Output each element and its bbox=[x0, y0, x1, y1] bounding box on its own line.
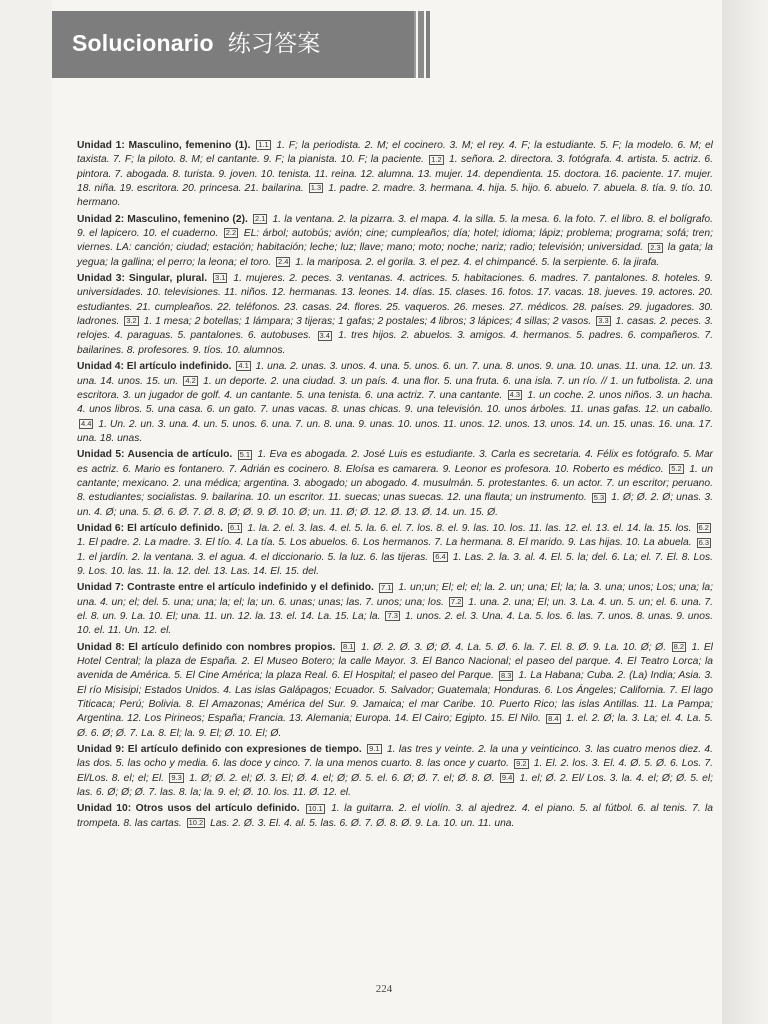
exercise-answers: 1. El Hotel Central; la plaza de España. 2. El Museo Botero; la calle Mayor. 3. El Banco Nacional; el paseo del parque. 4. El Teatro Lorca; la avenida de América. 5. El Cine América; la plaza Real. 6. El Hospital; el paseo del Parque. bbox=[77, 641, 713, 682]
exercise-answers: 1. el. 2. Ø; la. 3. La; el. 4. La. 5. Ø. 6. Ø; Ø. 7. La. 8. El; la. 9. El; Ø. 10. El; Ø. bbox=[77, 713, 713, 739]
exercise-number: 3.1 bbox=[215, 273, 226, 283]
exercise-number: 5.1 bbox=[239, 449, 251, 459]
exercise-number: 3.4 bbox=[319, 330, 330, 340]
exercise-answers: 1. La Habana; Cuba. 2. (La) India; Asia. 3. El río Misisipi; Estados Unidos. 4. Las islas Galápagos; Ecuador. 5. Salvador; Guatemala; Honduras. 6. Los Ángeles; California. 7. El lago Titicaca; Perú; Bolivia. 8. El Amazonas; América del Sur. 9. Jamaica; el mar Caribe. 10. Puerto Rico; las islas Antillas. 11. La Pampa; Argentina. 12. Los Pirineos; España; Francia. 13. Alemania; Europa. 14. El Cairo; Egipto. 15. El Nilo. bbox=[77, 670, 713, 725]
unit-title: Unidad 1: Masculino, femenino (1). bbox=[77, 140, 251, 151]
exercise-number: 1.1 bbox=[258, 140, 269, 150]
exercise-answers: 1. las tres y veinte. 2. la una y veinticinco. 3. las cuatro menos diez. 4. las dos. 5. las ocho y media. 6. las doce y cinco. 7. la una menos cuarto. 8. las once y cuarto. bbox=[77, 744, 713, 770]
unit-title: Unidad 5: Ausencia de artículo. bbox=[77, 449, 233, 461]
exercise-answers: 1. F; la periodista. 2. M; el cocinero. 3. M; el rey. 4. F; la estudiante. 5. F; la modelo. 6. M; el taxista. 7. F; la piloto. 8. M; el cantante. 9. F; la pianista. 10. F; la paciente. bbox=[77, 140, 713, 166]
header-stripe bbox=[418, 11, 424, 78]
exercise-number: 5.2 bbox=[671, 463, 682, 473]
exercise-answers: EL: árbol; autobús; avión; cine; cumpleaños; día; hotel; idioma; lápiz; problema; programa; sofá; tren; viernes. LA: canción; ciudad; estación; habitación; leche; luz; llave; mano; moto; noche; nariz; radio; televisión; universidad. bbox=[77, 228, 713, 254]
exercise-answers: 1. El padre. 2. La madre. 3. El tío. 4. La tía. 5. Los abuelos. 6. Los hermanos. 7. La hermana. 8. El marido. 9. Las hijas. 10. La abuela. bbox=[77, 537, 692, 549]
unit-section bbox=[77, 448, 713, 520]
exercise-number: 7.1 bbox=[380, 582, 392, 592]
unit-title: Unidad 7: Contraste entre el artículo indefinido y el definido. bbox=[77, 582, 374, 594]
exercise-number: 9.1 bbox=[369, 744, 380, 754]
page-number: 224 bbox=[375, 983, 393, 995]
exercise-number: 8.2 bbox=[673, 641, 685, 651]
unit-title: Unidad 4: El artículo indefinido. bbox=[77, 361, 232, 373]
exercise-number: 8.3 bbox=[501, 670, 512, 680]
exercise-answers: 1. Ø. 2. Ø. 3. Ø; Ø. 4. La. 5. Ø. 6. la. 7. El. 8. Ø. 9. La. 10. Ø; Ø. bbox=[361, 641, 667, 653]
page-title-cn: 练习答案 bbox=[227, 30, 321, 56]
exercise-answers: 1. unos. 2. el. 3. Una. 4. La. 5. los. 6. las. 7. unos. 8. unas. 9. unos. 10. el. 11. Un. 12. el. bbox=[77, 611, 713, 637]
exercise-number: 6.1 bbox=[229, 523, 241, 533]
unit-title: Unidad 9: El artículo definido con expresiones de tiempo. bbox=[77, 744, 362, 756]
exercise-number: 9.2 bbox=[516, 758, 527, 768]
exercise-answers: Las. 2. Ø. 3. El. 4. al. 5. las. 6. Ø. 7. Ø. 8. Ø. 9. La. 10. un. 11. una. bbox=[210, 817, 515, 829]
exercise-answers: 1. un;un; El; el; el; la. 2. un; una; El; la; la. 3. una; unos; Los; una; la; una. 4. un; el; del. 5. una; una; la; el; la; un. 6. unas; unas; las. 7. unos; una; los. bbox=[77, 582, 713, 608]
exercise-number: 9.4 bbox=[501, 773, 513, 783]
exercise-number: 6.4 bbox=[435, 551, 446, 561]
exercise-answers: 1. una. 2. una; El; un. 3. La. 4. un. 5. un; el. 6. una. 7. el. 8. un. 9. La. 10. El; una. 11. un. 12. la. 13. el. 14. La. 15. La; la. bbox=[77, 596, 713, 622]
exercise-answers: 1. un cantante; mexicano. 2. una médica; argentina. 3. abogado; un abogado. 4. musulmán. 5. protestantes. 6. un actor. 7. un escritor; peruano. 8. estudiantes; socialistas. 9. bailarina. 10. un escritor. 11. suecas; unas suecas. 12. una flauta; un instrumento. bbox=[77, 463, 713, 504]
exercise-answers: 1. mujeres. 2. peces. 3. ventanas. 4. actrices. 5. habitaciones. 6. madres. 7. pantalones. 8. hoteles. 9. universidades. 10. televisiones. 11. niños. 12. hermanas. 13. leones. 14. días. 15. clases. 16. fotos. 17. vacas. 18. jueves. 19. actores. 20. estudiantes. 21. cumpleaños. 22. teléfonos. 23. casas. 24. flores. 25. vaqueros. 26. meses. 27. médicos. 28. países. 29. jugadores. 30. ladrones. bbox=[77, 273, 713, 328]
exercise-number: 6.2 bbox=[698, 523, 709, 533]
unit-title: Unidad 6: El artículo definido. bbox=[77, 522, 223, 534]
exercise-answers: 1. padre. 2. madre. 3. hermana. 4. hija. 5. hijo. 6. abuelo. 7. abuela. 8. tía. 9. tío. 10. hermano. bbox=[77, 183, 713, 209]
exercise-answers: 1. Ø; Ø. 2. Ø; unas. 3. un. 4. Ø; una. 5. Ø. 6. Ø. 7. Ø. 8. Ø; Ø. 9. Ø. 10. Ø; un. 11. Ø; Ø. 12. Ø. 13. Ø. 14. un. 15. Ø. bbox=[77, 492, 713, 518]
unit-section bbox=[77, 802, 713, 831]
exercise-number: 4.2 bbox=[185, 375, 196, 385]
exercise-answers: 1. la. 2. el. 3. las. 4. el. 5. la. 6. el. 7. los. 8. el. 9. las. 10. los. 11. las. 12. el. 13. el. 14. la. 15. los. bbox=[247, 522, 692, 534]
answer-key-body bbox=[77, 139, 713, 833]
exercise-number: 5.3 bbox=[593, 492, 605, 502]
exercise-number: 3.3 bbox=[598, 316, 609, 326]
exercise-answers: 1. casas. 2. peces. 3. relojes. 4. paraguas. 5. pantalones. 6. autobuses. bbox=[77, 316, 713, 342]
exercise-answers: 1. el jardín. 2. la ventana. 3. el agua. 4. el diccionario. 5. la luz. 6. las tijeras. bbox=[77, 551, 429, 563]
exercise-answers: 1. 1 mesa; 2 botellas; 1 lámpara; 3 tijeras; 1 gafas; 2 postales; 4 libros; 3 lápices; 4 sillas; 2 vasos. bbox=[143, 316, 592, 328]
exercise-answers: la gata; la yegua; la gallina; el perro; la leona; el toro. bbox=[77, 242, 713, 268]
exercise-number: 4.3 bbox=[509, 390, 521, 400]
exercise-answers: 1. un deporte. 2. una ciudad. 3. un país. 4. una flor. 5. una fruta. 6. una isla. 7. un río. // 1. un futbolista. 2. una escritora. 3. un jugador de golf. 4. un cantante. 5. una tenista. 6. una actriz. 7. una cantante. bbox=[77, 375, 713, 401]
exercise-number: 10.2 bbox=[188, 818, 204, 828]
page-title bbox=[72, 25, 321, 58]
unit-section bbox=[77, 581, 713, 638]
exercise-number: 8.1 bbox=[342, 641, 354, 651]
unit-section bbox=[77, 743, 713, 800]
unit-section bbox=[77, 139, 713, 211]
exercise-answers: 1. una. 2. unas. 3. unos. 4. una. 5. unos. 6. un. 7. una. 8. unos. 9. una. 10. unas. 11. una. 12. un. 13. una. 14. unos. 15. un. bbox=[77, 361, 713, 387]
unit-section bbox=[77, 213, 713, 270]
exercise-answers: 1. Eva es abogada. 2. José Luis es estudiante. 3. Carla es secretaria. 4. Félix es fotógrafo. 5. Mar es actriz. 6. Mario es fontanero. 7. Adrián es cocinero. 8. Eloísa es camarera. 9. Leonor es profesora. 10. Roberto es médico. bbox=[77, 449, 713, 475]
exercise-answers: 1. la ventana. 2. la pizarra. 3. el mapa. 4. la silla. 5. la mesa. 6. la foto. 7. el libro. 8. el bolígrafo. 9. el lapicero. 10. el cuaderno. bbox=[77, 213, 713, 240]
header-stripe bbox=[414, 11, 416, 78]
unit-section bbox=[77, 641, 713, 741]
header-stripe bbox=[426, 11, 430, 78]
exercise-answers: 1. El. 2. los. 3. El. 4. Ø. 5. Ø. 6. Los. 7. El/Los. 8. el; el; El. bbox=[77, 758, 713, 784]
unit-section bbox=[77, 272, 713, 358]
exercise-answers: 1. tres hijos. 2. abuelos. 3. amigos. 4. hermanos. 5. padres. 6. compañeros. 7. bailarines. 8. profesores. 9. tíos. 10. alumnos. bbox=[77, 330, 713, 356]
exercise-number: 10.1 bbox=[308, 803, 323, 813]
exercise-number: 6.3 bbox=[698, 537, 709, 547]
unit-title: Unidad 2: Masculino, femenino (2). bbox=[77, 213, 248, 225]
exercise-number: 7.3 bbox=[387, 611, 398, 621]
exercise-number: 1.2 bbox=[431, 154, 442, 164]
exercise-answers: 1. Ø; Ø. 2. el; Ø. 3. El; Ø. 4. el; Ø; Ø. 5. el. 6. Ø; Ø. 7. el; Ø. 8. Ø. bbox=[189, 772, 495, 784]
exercise-number: 2.4 bbox=[277, 257, 289, 267]
exercise-answers: 1. señora. 2. directora. 3. fotógrafa. 4. artista. 5. actriz. 6. pintora. 7. abogada. 8. turista. 9. joven. 10. tenista. 11. reina. 12. alumna. 13. mujer. 14. dependienta. 15. doctora. 16. paciente. 17. mujer. 18. niña. 19. escritora. 20. princesa. 21. bailarina. bbox=[77, 154, 713, 195]
exercise-number: 2.3 bbox=[650, 242, 661, 252]
unit-section bbox=[77, 522, 713, 579]
page-edge-shadow bbox=[722, 0, 768, 1024]
exercise-number: 9.3 bbox=[171, 773, 182, 783]
exercise-answers: 1. Las. 2. la. 3. al. 4. El. 5. la; del. 6. La; el. 7. El. 8. Los. 9. Los. 10. las. 11. la. 12. del. 13. Las. 14. El. 15. del. bbox=[77, 551, 713, 577]
unit-section bbox=[77, 360, 713, 446]
exercise-number: 7.2 bbox=[450, 596, 462, 606]
exercise-answers: 1. el; Ø. 2. El/ Los. 3. la. 4. el; Ø; Ø. 5. el; las. 6. Ø; Ø; Ø. 7. las. 8. la; la. 9. el; Ø. 10. los. 11. Ø. 12. el. bbox=[77, 772, 714, 799]
exercise-number: 4.1 bbox=[238, 361, 249, 371]
exercise-number: 3.2 bbox=[126, 316, 137, 326]
exercise-answers: 1. la mariposa. 2. el gorila. 3. el pez. 4. el chimpancé. 5. la serpiente. 6. la jirafa. bbox=[295, 256, 660, 268]
exercise-answers: 1. un coche. 2. unos niños. 3. un hacha. 4. unos libros. 5. una casa. 6. un gato. 7. unas vacas. 8. unas chicas. 9. una televisión. 10. unos árboles. 11. unas gafas. 12. un caballo. bbox=[77, 389, 713, 416]
exercise-answers: 1. Un. 2. un. 3. una. 4. un. 5. unos. 6. una. 7. un. 8. una. 9. unas. 10. unos. 11. unos. 12. unos. 13. unos. 14. un. 15. unas. 16. una. 17. una. 18. unas. bbox=[77, 418, 713, 444]
header-banner bbox=[52, 11, 414, 78]
exercise-answers: 1. la guitarra. 2. el violín. 3. al ajedrez. 4. el piano. 5. al fútbol. 6. al tenis. 7. la trompeta. 8. las cartas. bbox=[77, 803, 713, 829]
exercise-number: 8.4 bbox=[548, 713, 559, 723]
exercise-number: 4.4 bbox=[81, 418, 92, 428]
unit-title: Unidad 3: Singular, plural. bbox=[77, 273, 208, 285]
exercise-number: 2.2 bbox=[225, 228, 237, 238]
page-title-es: Solucionario bbox=[72, 30, 214, 56]
exercise-number: 1.3 bbox=[310, 183, 322, 193]
exercise-number: 2.1 bbox=[254, 214, 266, 223]
unit-title: Unidad 10: Otros usos del artículo definido. bbox=[77, 803, 300, 815]
unit-title: Unidad 8: El artículo definido con nombres propios. bbox=[77, 641, 336, 653]
